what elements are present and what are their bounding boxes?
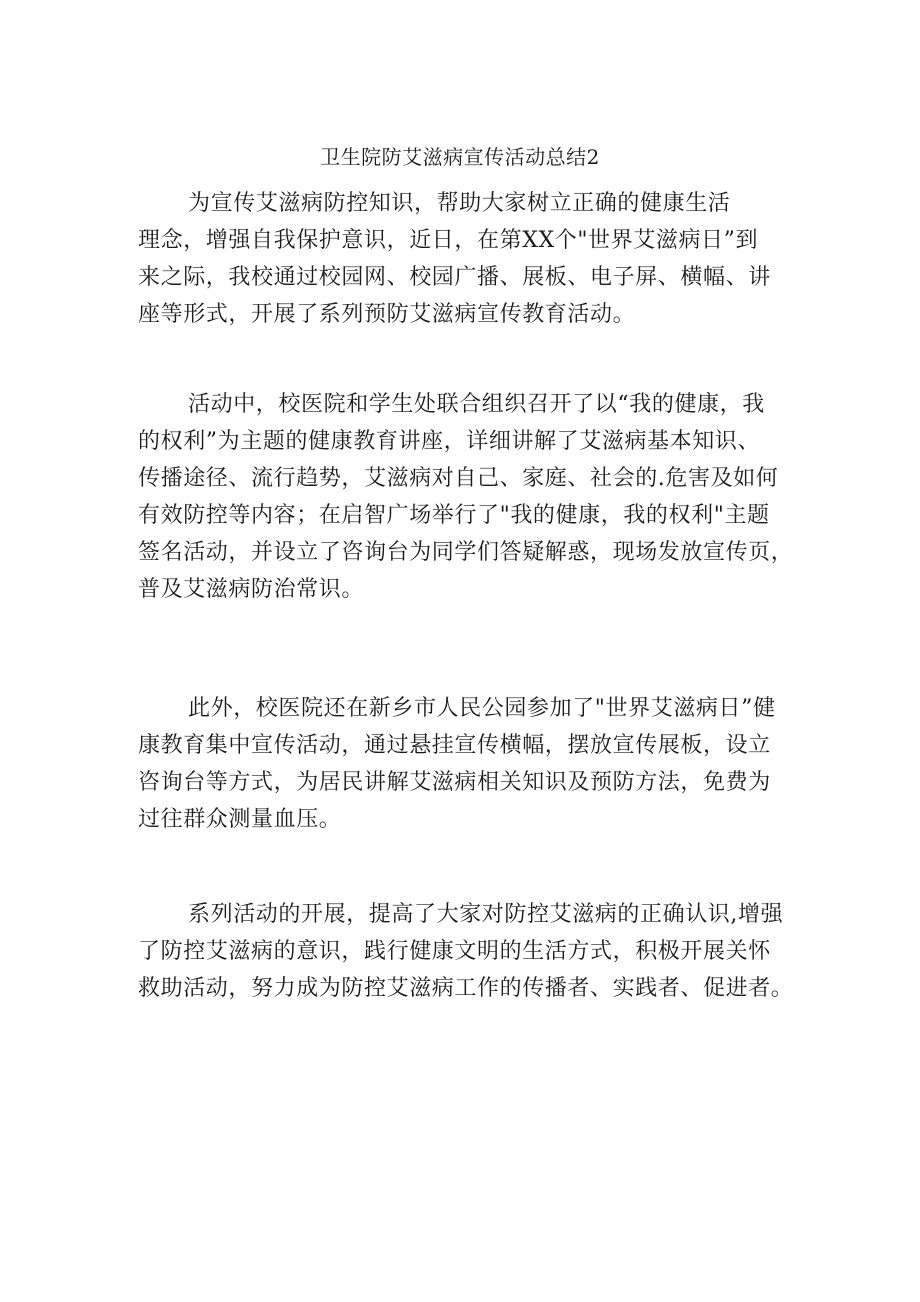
paragraph-line: 康教育集中宣传活动，通过悬挂宣传横幅，摆放宣传展板，设立 [138, 733, 771, 758]
paragraph-line: 此外，校医院还在新乡市人民公园参加了"世界艾滋病日”健 [188, 696, 776, 721]
paragraph-1 [138, 185, 808, 333]
paragraph-2 [138, 386, 808, 608]
paragraph-line: 了防控艾滋病的意识，践行健康文明的生活方式，积极开展关怀 [138, 939, 771, 964]
paragraph-line: 系列活动的开展，提高了大家对防控艾滋病的正确认识,增强 [188, 902, 784, 927]
paragraph-line: 传播途径、流行趋势，艾滋病对自己、家庭、社会的.危害及如何 [138, 466, 779, 491]
paragraph-line: 咨询台等方式，为居民讲解艾滋病相关知识及预防方法，免费为 [138, 770, 771, 795]
paragraph-line: 活动中，校医院和学生处联合组织召开了以“我的健康，我 [188, 392, 765, 417]
paragraph-3 [138, 690, 808, 838]
paragraph-line: 普及艾滋病防治常识。 [138, 577, 365, 602]
paragraph-line: 为宣传艾滋病防控知识，帮助大家树立正确的健康生活 [188, 191, 731, 216]
paragraph-4 [138, 896, 808, 1007]
paragraph-line: 理念，增强自我保护意识，近日，在第XX个"世界艾滋病日”到 [138, 228, 759, 253]
paragraph-line: 有效防控等内容；在启智广场举行了"我的健康，我的权利"主题 [138, 503, 770, 528]
paragraph-line: 过往群众测量血压。 [138, 807, 342, 832]
paragraph-line: 救助活动，努力成为防控艾滋病工作的传播者、实践者、促进者。 [138, 976, 794, 1001]
paragraph-line: 签名活动，并设立了咨询台为同学们答疑解惑，现场发放宣传页， [138, 540, 794, 565]
paragraph-line: 的权利”为主题的健康教育讲座，详细讲解了艾滋病基本知识、 [138, 429, 761, 454]
paragraph-line: 来之际，我校通过校园网、校园广播、展板、电子屏、横幅、讲 [138, 265, 771, 290]
document-title: 卫生院防艾滋病宣传活动总结2 [320, 145, 600, 169]
paragraph-line: 座等形式，开展了系列预防艾滋病宣传教育活动。 [138, 302, 636, 327]
